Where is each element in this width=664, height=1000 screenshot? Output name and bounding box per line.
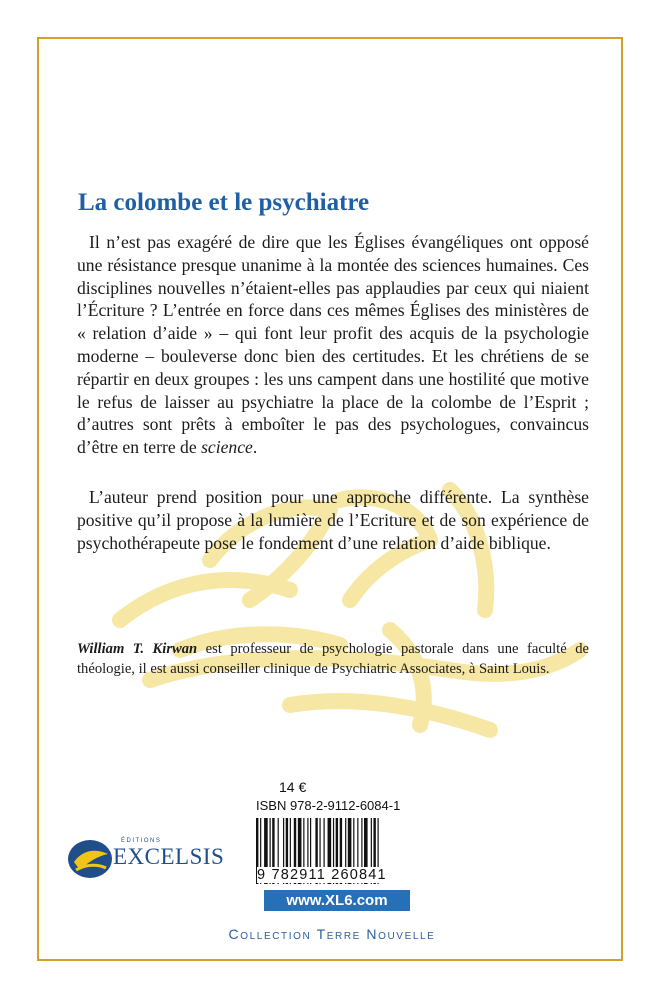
barcode-digits: 9 782911 260841 xyxy=(257,867,423,883)
page-title: La colombe et le psychiatre xyxy=(78,189,370,216)
paragraph-2: L’auteur prend position pour une approche différente. La synthèse positive qu’il propose à la lumière de l’Ecriture et de son expérience de psychothérapeute pose le fondement d’une relation d’aide biblique. xyxy=(77,487,589,553)
paragraph-1 xyxy=(77,231,589,459)
publisher-small-label: ÉDITIONS xyxy=(121,838,162,844)
paragraph-1-end: . xyxy=(252,437,258,458)
author-bio xyxy=(77,640,589,679)
website-link[interactable]: www.XL6.com xyxy=(264,890,410,911)
price: 14 € xyxy=(279,779,307,795)
publisher-name: EXCELSIS xyxy=(113,844,225,869)
author-name: William T. Kirwan xyxy=(77,641,198,657)
author-bio-text: est professeur de psychologie pastorale dans une faculté de théologie, il est aussi conseiller clinique de Psychiatric Associates, à Saint Louis. xyxy=(77,641,589,677)
isbn-label: ISBN 978-2-9112-6084-1 xyxy=(256,798,401,813)
collection-name: Collection Terre Nouvelle xyxy=(228,926,436,942)
paragraph-1-italic-word: science xyxy=(201,437,253,458)
publisher-logo-icon xyxy=(66,834,114,880)
paragraph-1-text: Il n’est pas exagéré de dire que les Églises évangéliques ont opposé une résistance presque unanime à la montée des sciences humaines. Ces disciplines nouvelles n’étaient-elles pas applaudies par ceux qui niaient l’Écriture ? L’entrée en force dans ces mêmes Églises des ministères de « relation d’aide » – qui font leur profit des acquis de la psychologie moderne – bouleverse donc bien des certitudes. Et les chrétiens de se répartir en deux groupes : les uns campent dans une hostilité que motive le refus de laisser au psychiatre la place de la colombe de l’Esprit ; d’autres sont prêts à emboîter le pas des psychologues, convaincus d’être en terre de xyxy=(77,232,589,458)
